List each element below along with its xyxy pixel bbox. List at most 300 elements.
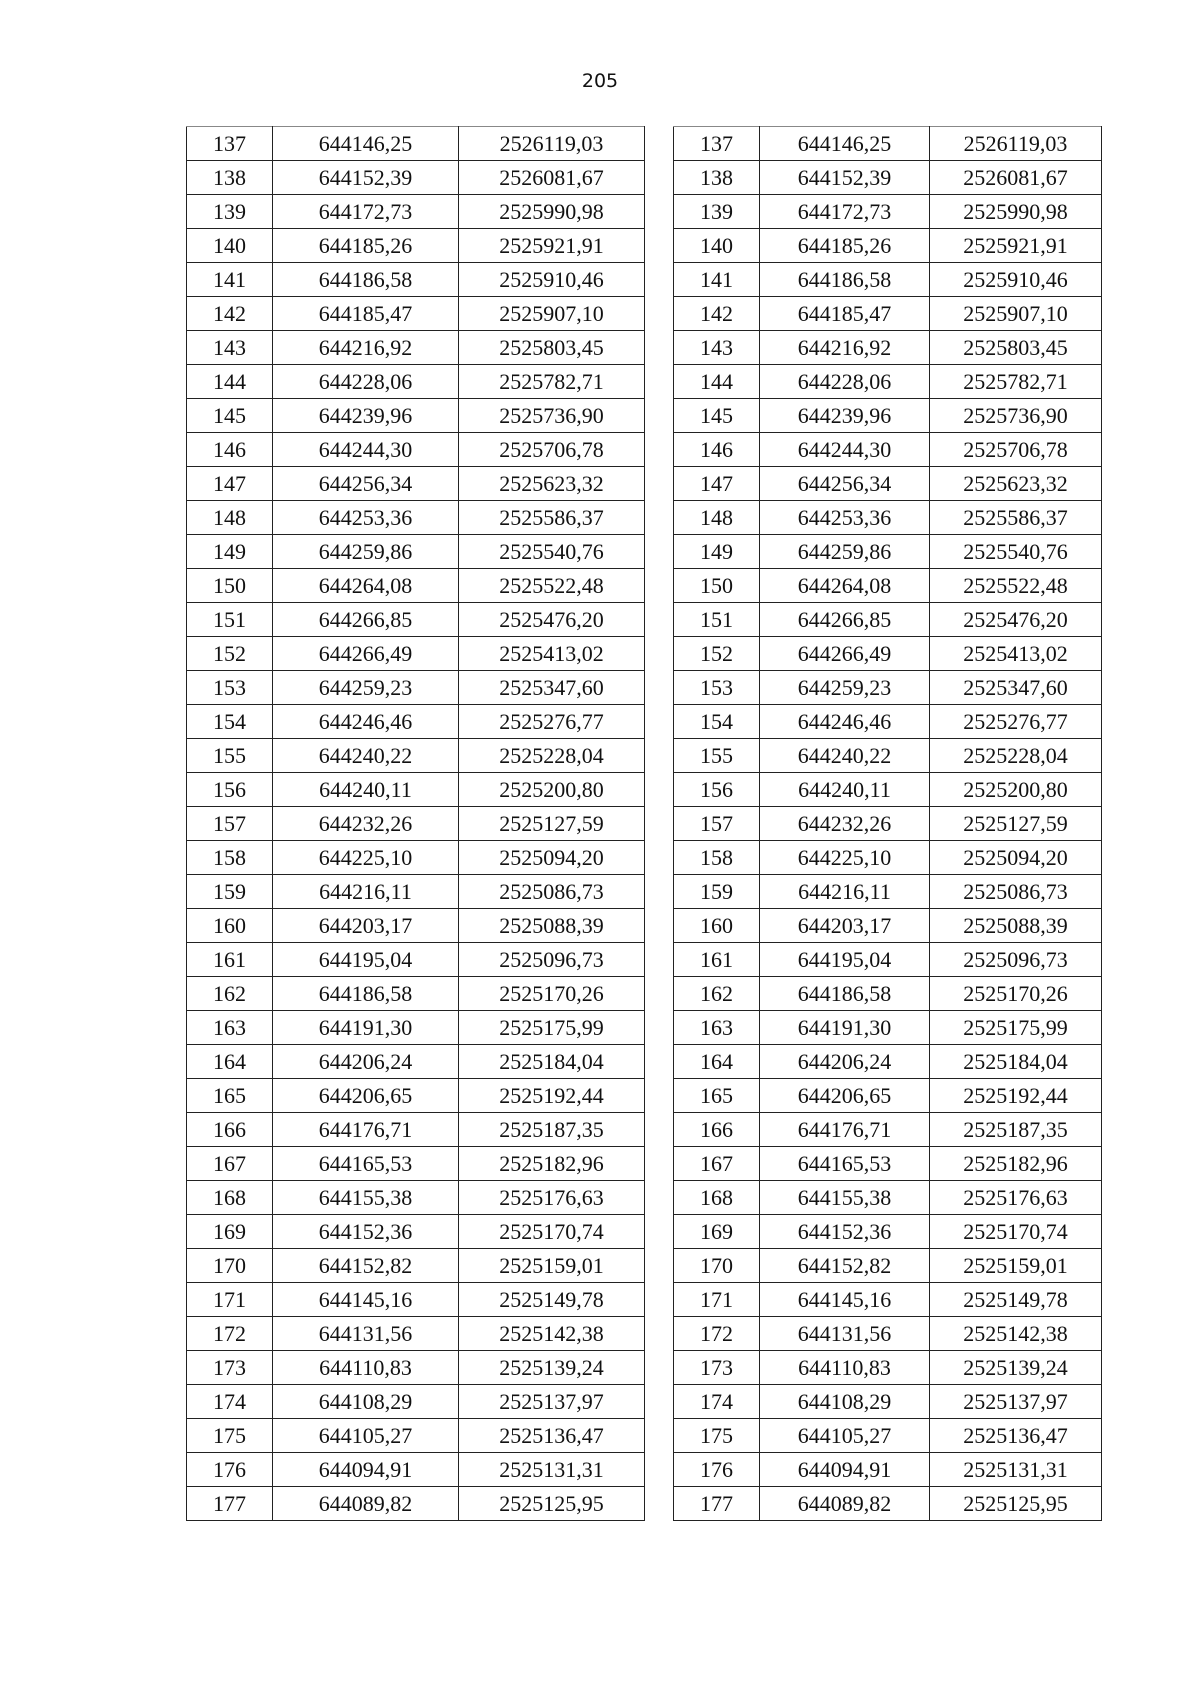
y-coordinate-cell: 2525200,80: [459, 773, 645, 807]
x-coordinate-cell: 644105,27: [273, 1419, 459, 1453]
x-coordinate-cell: 644185,47: [760, 297, 930, 331]
y-coordinate-cell: 2525142,38: [459, 1317, 645, 1351]
y-coordinate-cell: 2525623,32: [459, 467, 645, 501]
y-coordinate-cell: 2525139,24: [930, 1351, 1102, 1385]
y-coordinate-cell: 2526081,67: [930, 161, 1102, 195]
y-coordinate-cell: 2525907,10: [930, 297, 1102, 331]
point-number-cell: 153: [674, 671, 760, 705]
table-row: [187, 433, 645, 467]
point-number-cell: 144: [674, 365, 760, 399]
table-row: [187, 569, 645, 603]
table-row: [674, 1283, 1102, 1317]
y-coordinate-cell: 2525540,76: [930, 535, 1102, 569]
x-coordinate-cell: 644266,85: [273, 603, 459, 637]
coordinates-table-right: [673, 126, 1102, 1521]
point-number-cell: 166: [674, 1113, 760, 1147]
x-coordinate-cell: 644131,56: [760, 1317, 930, 1351]
point-number-cell: 169: [674, 1215, 760, 1249]
table-row: [187, 739, 645, 773]
point-number-cell: 142: [187, 297, 273, 331]
table-row: [674, 331, 1102, 365]
point-number-cell: 161: [187, 943, 273, 977]
table-row: [187, 1283, 645, 1317]
table-row: [187, 773, 645, 807]
table-row: [187, 1385, 645, 1419]
table-row: [187, 1215, 645, 1249]
point-number-cell: 174: [187, 1385, 273, 1419]
table-row: [674, 637, 1102, 671]
point-number-cell: 163: [674, 1011, 760, 1045]
table-row: [674, 1045, 1102, 1079]
point-number-cell: 150: [187, 569, 273, 603]
x-coordinate-cell: 644256,34: [273, 467, 459, 501]
x-coordinate-cell: 644155,38: [273, 1181, 459, 1215]
x-coordinate-cell: 644206,24: [273, 1045, 459, 1079]
point-number-cell: 171: [674, 1283, 760, 1317]
point-number-cell: 167: [187, 1147, 273, 1181]
y-coordinate-cell: 2525094,20: [930, 841, 1102, 875]
y-coordinate-cell: 2525803,45: [930, 331, 1102, 365]
point-number-cell: 140: [674, 229, 760, 263]
table-row: [674, 1249, 1102, 1283]
table-row: [187, 1113, 645, 1147]
y-coordinate-cell: 2525088,39: [459, 909, 645, 943]
point-number-cell: 170: [674, 1249, 760, 1283]
y-coordinate-cell: 2525276,77: [459, 705, 645, 739]
x-coordinate-cell: 644244,30: [273, 433, 459, 467]
point-number-cell: 164: [187, 1045, 273, 1079]
x-coordinate-cell: 644266,85: [760, 603, 930, 637]
table-row: [674, 1385, 1102, 1419]
y-coordinate-cell: 2525182,96: [930, 1147, 1102, 1181]
x-coordinate-cell: 644152,36: [273, 1215, 459, 1249]
point-number-cell: 163: [187, 1011, 273, 1045]
point-number-cell: 170: [187, 1249, 273, 1283]
point-number-cell: 142: [674, 297, 760, 331]
x-coordinate-cell: 644191,30: [273, 1011, 459, 1045]
y-coordinate-cell: 2525136,47: [930, 1419, 1102, 1453]
point-number-cell: 156: [674, 773, 760, 807]
y-coordinate-cell: 2525706,78: [459, 433, 645, 467]
x-coordinate-cell: 644246,46: [273, 705, 459, 739]
point-number-cell: 176: [187, 1453, 273, 1487]
table-row: [187, 229, 645, 263]
y-coordinate-cell: 2525088,39: [930, 909, 1102, 943]
point-number-cell: 156: [187, 773, 273, 807]
y-coordinate-cell: 2525413,02: [930, 637, 1102, 671]
y-coordinate-cell: 2525170,26: [930, 977, 1102, 1011]
table-row: [674, 161, 1102, 195]
y-coordinate-cell: 2525170,74: [930, 1215, 1102, 1249]
point-number-cell: 139: [674, 195, 760, 229]
table-row: [187, 1351, 645, 1385]
x-coordinate-cell: 644216,92: [760, 331, 930, 365]
x-coordinate-cell: 644110,83: [273, 1351, 459, 1385]
x-coordinate-cell: 644239,96: [760, 399, 930, 433]
x-coordinate-cell: 644176,71: [273, 1113, 459, 1147]
table-row: [674, 1181, 1102, 1215]
x-coordinate-cell: 644152,36: [760, 1215, 930, 1249]
table-row: [674, 977, 1102, 1011]
y-coordinate-cell: 2525706,78: [930, 433, 1102, 467]
x-coordinate-cell: 644266,49: [273, 637, 459, 671]
x-coordinate-cell: 644152,39: [273, 161, 459, 195]
y-coordinate-cell: 2525586,37: [930, 501, 1102, 535]
point-number-cell: 140: [187, 229, 273, 263]
x-coordinate-cell: 644108,29: [760, 1385, 930, 1419]
y-coordinate-cell: 2525192,44: [459, 1079, 645, 1113]
y-coordinate-cell: 2525522,48: [930, 569, 1102, 603]
table-row: [187, 705, 645, 739]
table-row: [674, 909, 1102, 943]
x-coordinate-cell: 644186,58: [760, 977, 930, 1011]
x-coordinate-cell: 644266,49: [760, 637, 930, 671]
point-number-cell: 169: [187, 1215, 273, 1249]
x-coordinate-cell: 644146,25: [760, 127, 930, 161]
point-number-cell: 148: [187, 501, 273, 535]
table-row: [187, 1079, 645, 1113]
table-row: [187, 977, 645, 1011]
point-number-cell: 157: [187, 807, 273, 841]
x-coordinate-cell: 644191,30: [760, 1011, 930, 1045]
table-row: [674, 1215, 1102, 1249]
table-row: [187, 331, 645, 365]
point-number-cell: 158: [674, 841, 760, 875]
point-number-cell: 160: [674, 909, 760, 943]
table-row: [674, 127, 1102, 161]
point-number-cell: 172: [674, 1317, 760, 1351]
y-coordinate-cell: 2525184,04: [459, 1045, 645, 1079]
table-row: [674, 569, 1102, 603]
x-coordinate-cell: 644186,58: [760, 263, 930, 297]
y-coordinate-cell: 2525131,31: [930, 1453, 1102, 1487]
table-row: [187, 127, 645, 161]
x-coordinate-cell: 644176,71: [760, 1113, 930, 1147]
x-coordinate-cell: 644206,65: [273, 1079, 459, 1113]
table-row: [674, 807, 1102, 841]
y-coordinate-cell: 2525736,90: [930, 399, 1102, 433]
point-number-cell: 148: [674, 501, 760, 535]
x-coordinate-cell: 644155,38: [760, 1181, 930, 1215]
x-coordinate-cell: 644185,47: [273, 297, 459, 331]
y-coordinate-cell: 2525131,31: [459, 1453, 645, 1487]
y-coordinate-cell: 2525803,45: [459, 331, 645, 365]
table-row: [187, 399, 645, 433]
y-coordinate-cell: 2525413,02: [459, 637, 645, 671]
table-row: [674, 671, 1102, 705]
y-coordinate-cell: 2525736,90: [459, 399, 645, 433]
y-coordinate-cell: 2525782,71: [459, 365, 645, 399]
table-row: [674, 433, 1102, 467]
x-coordinate-cell: 644253,36: [273, 501, 459, 535]
table-row: [674, 365, 1102, 399]
y-coordinate-cell: 2525347,60: [459, 671, 645, 705]
y-coordinate-cell: 2525176,63: [459, 1181, 645, 1215]
point-number-cell: 177: [187, 1487, 273, 1521]
point-number-cell: 164: [674, 1045, 760, 1079]
x-coordinate-cell: 644146,25: [273, 127, 459, 161]
y-coordinate-cell: 2525175,99: [930, 1011, 1102, 1045]
x-coordinate-cell: 644203,17: [273, 909, 459, 943]
x-coordinate-cell: 644225,10: [760, 841, 930, 875]
y-coordinate-cell: 2525200,80: [930, 773, 1102, 807]
table-row: [674, 1419, 1102, 1453]
y-coordinate-cell: 2525990,98: [459, 195, 645, 229]
table-row: [674, 467, 1102, 501]
point-number-cell: 168: [674, 1181, 760, 1215]
table-row: [674, 297, 1102, 331]
x-coordinate-cell: 644206,65: [760, 1079, 930, 1113]
x-coordinate-cell: 644225,10: [273, 841, 459, 875]
point-number-cell: 147: [187, 467, 273, 501]
y-coordinate-cell: 2525127,59: [459, 807, 645, 841]
x-coordinate-cell: 644259,23: [760, 671, 930, 705]
table-row: [674, 1079, 1102, 1113]
x-coordinate-cell: 644089,82: [273, 1487, 459, 1521]
y-coordinate-cell: 2525586,37: [459, 501, 645, 535]
coordinates-table-left: [186, 126, 645, 1521]
y-coordinate-cell: 2525184,04: [930, 1045, 1102, 1079]
table-row: [187, 297, 645, 331]
point-number-cell: 159: [187, 875, 273, 909]
table-row: [187, 535, 645, 569]
x-coordinate-cell: 644216,92: [273, 331, 459, 365]
x-coordinate-cell: 644232,26: [760, 807, 930, 841]
point-number-cell: 175: [674, 1419, 760, 1453]
table-body-right: [674, 127, 1102, 1521]
table-row: [187, 1453, 645, 1487]
point-number-cell: 161: [674, 943, 760, 977]
table-row: [187, 909, 645, 943]
y-coordinate-cell: 2525170,74: [459, 1215, 645, 1249]
table-row: [187, 1419, 645, 1453]
point-number-cell: 172: [187, 1317, 273, 1351]
y-coordinate-cell: 2525142,38: [930, 1317, 1102, 1351]
y-coordinate-cell: 2525149,78: [930, 1283, 1102, 1317]
x-coordinate-cell: 644246,46: [760, 705, 930, 739]
y-coordinate-cell: 2525228,04: [459, 739, 645, 773]
point-number-cell: 165: [674, 1079, 760, 1113]
point-number-cell: 171: [187, 1283, 273, 1317]
point-number-cell: 166: [187, 1113, 273, 1147]
x-coordinate-cell: 644152,39: [760, 161, 930, 195]
x-coordinate-cell: 644239,96: [273, 399, 459, 433]
y-coordinate-cell: 2525476,20: [459, 603, 645, 637]
y-coordinate-cell: 2526119,03: [459, 127, 645, 161]
point-number-cell: 149: [187, 535, 273, 569]
point-number-cell: 155: [187, 739, 273, 773]
point-number-cell: 173: [187, 1351, 273, 1385]
x-coordinate-cell: 644185,26: [273, 229, 459, 263]
table-row: [674, 739, 1102, 773]
x-coordinate-cell: 644145,16: [273, 1283, 459, 1317]
x-coordinate-cell: 644089,82: [760, 1487, 930, 1521]
table-row: [674, 841, 1102, 875]
x-coordinate-cell: 644240,22: [760, 739, 930, 773]
y-coordinate-cell: 2525522,48: [459, 569, 645, 603]
point-number-cell: 174: [674, 1385, 760, 1419]
x-coordinate-cell: 644259,23: [273, 671, 459, 705]
point-number-cell: 144: [187, 365, 273, 399]
x-coordinate-cell: 644216,11: [760, 875, 930, 909]
point-number-cell: 152: [674, 637, 760, 671]
x-coordinate-cell: 644186,58: [273, 263, 459, 297]
point-number-cell: 154: [674, 705, 760, 739]
x-coordinate-cell: 644195,04: [273, 943, 459, 977]
table-row: [187, 1147, 645, 1181]
table-row: [674, 1147, 1102, 1181]
y-coordinate-cell: 2525136,47: [459, 1419, 645, 1453]
point-number-cell: 141: [674, 263, 760, 297]
x-coordinate-cell: 644172,73: [760, 195, 930, 229]
point-number-cell: 168: [187, 1181, 273, 1215]
table-row: [674, 1351, 1102, 1385]
y-coordinate-cell: 2525347,60: [930, 671, 1102, 705]
table-body-left: [187, 127, 645, 1521]
x-coordinate-cell: 644240,11: [760, 773, 930, 807]
point-number-cell: 137: [187, 127, 273, 161]
y-coordinate-cell: 2525086,73: [459, 875, 645, 909]
x-coordinate-cell: 644244,30: [760, 433, 930, 467]
table-row: [187, 1181, 645, 1215]
table-row: [674, 535, 1102, 569]
point-number-cell: 143: [187, 331, 273, 365]
x-coordinate-cell: 644108,29: [273, 1385, 459, 1419]
x-coordinate-cell: 644195,04: [760, 943, 930, 977]
table-row: [674, 875, 1102, 909]
point-number-cell: 176: [674, 1453, 760, 1487]
point-number-cell: 139: [187, 195, 273, 229]
x-coordinate-cell: 644203,17: [760, 909, 930, 943]
point-number-cell: 159: [674, 875, 760, 909]
x-coordinate-cell: 644105,27: [760, 1419, 930, 1453]
y-coordinate-cell: 2525182,96: [459, 1147, 645, 1181]
table-row: [674, 1487, 1102, 1521]
y-coordinate-cell: 2525187,35: [459, 1113, 645, 1147]
y-coordinate-cell: 2525540,76: [459, 535, 645, 569]
x-coordinate-cell: 644240,11: [273, 773, 459, 807]
y-coordinate-cell: 2525139,24: [459, 1351, 645, 1385]
table-row: [674, 773, 1102, 807]
point-number-cell: 150: [674, 569, 760, 603]
point-number-cell: 151: [187, 603, 273, 637]
table-row: [187, 1045, 645, 1079]
point-number-cell: 162: [187, 977, 273, 1011]
x-coordinate-cell: 644172,73: [273, 195, 459, 229]
x-coordinate-cell: 644165,53: [273, 1147, 459, 1181]
x-coordinate-cell: 644216,11: [273, 875, 459, 909]
point-number-cell: 165: [187, 1079, 273, 1113]
point-number-cell: 160: [187, 909, 273, 943]
x-coordinate-cell: 644186,58: [273, 977, 459, 1011]
x-coordinate-cell: 644185,26: [760, 229, 930, 263]
y-coordinate-cell: 2525137,97: [459, 1385, 645, 1419]
point-number-cell: 152: [187, 637, 273, 671]
point-number-cell: 158: [187, 841, 273, 875]
table-row: [187, 365, 645, 399]
table-row: [187, 195, 645, 229]
x-coordinate-cell: 644264,08: [273, 569, 459, 603]
y-coordinate-cell: 2525125,95: [930, 1487, 1102, 1521]
point-number-cell: 154: [187, 705, 273, 739]
table-row: [674, 705, 1102, 739]
point-number-cell: 147: [674, 467, 760, 501]
y-coordinate-cell: 2525125,95: [459, 1487, 645, 1521]
point-number-cell: 175: [187, 1419, 273, 1453]
y-coordinate-cell: 2525623,32: [930, 467, 1102, 501]
point-number-cell: 143: [674, 331, 760, 365]
point-number-cell: 149: [674, 535, 760, 569]
point-number-cell: 138: [674, 161, 760, 195]
table-row: [674, 1011, 1102, 1045]
y-coordinate-cell: 2525159,01: [459, 1249, 645, 1283]
point-number-cell: 155: [674, 739, 760, 773]
table-row: [674, 1317, 1102, 1351]
point-number-cell: 137: [674, 127, 760, 161]
y-coordinate-cell: 2525176,63: [930, 1181, 1102, 1215]
table-row: [674, 603, 1102, 637]
page-number: 205: [581, 70, 619, 92]
x-coordinate-cell: 644094,91: [273, 1453, 459, 1487]
y-coordinate-cell: 2526081,67: [459, 161, 645, 195]
table-row: [674, 1453, 1102, 1487]
y-coordinate-cell: 2525192,44: [930, 1079, 1102, 1113]
y-coordinate-cell: 2525782,71: [930, 365, 1102, 399]
y-coordinate-cell: 2525187,35: [930, 1113, 1102, 1147]
table-row: [674, 943, 1102, 977]
y-coordinate-cell: 2525921,91: [459, 229, 645, 263]
y-coordinate-cell: 2525910,46: [930, 263, 1102, 297]
y-coordinate-cell: 2525907,10: [459, 297, 645, 331]
point-number-cell: 162: [674, 977, 760, 1011]
y-coordinate-cell: 2525096,73: [459, 943, 645, 977]
x-coordinate-cell: 644240,22: [273, 739, 459, 773]
x-coordinate-cell: 644259,86: [760, 535, 930, 569]
x-coordinate-cell: 644259,86: [273, 535, 459, 569]
x-coordinate-cell: 644232,26: [273, 807, 459, 841]
table-row: [187, 467, 645, 501]
table-row: [187, 875, 645, 909]
table-row: [187, 943, 645, 977]
x-coordinate-cell: 644145,16: [760, 1283, 930, 1317]
table-row: [674, 501, 1102, 535]
y-coordinate-cell: 2525137,97: [930, 1385, 1102, 1419]
point-number-cell: 146: [187, 433, 273, 467]
table-row: [187, 1317, 645, 1351]
y-coordinate-cell: 2525094,20: [459, 841, 645, 875]
x-coordinate-cell: 644152,82: [273, 1249, 459, 1283]
table-row: [187, 841, 645, 875]
y-coordinate-cell: 2525086,73: [930, 875, 1102, 909]
y-coordinate-cell: 2525127,59: [930, 807, 1102, 841]
table-row: [674, 229, 1102, 263]
table-row: [187, 501, 645, 535]
point-number-cell: 146: [674, 433, 760, 467]
y-coordinate-cell: 2525921,91: [930, 229, 1102, 263]
y-coordinate-cell: 2525175,99: [459, 1011, 645, 1045]
point-number-cell: 145: [187, 399, 273, 433]
table-row: [187, 1011, 645, 1045]
y-coordinate-cell: 2525170,26: [459, 977, 645, 1011]
y-coordinate-cell: 2525990,98: [930, 195, 1102, 229]
point-number-cell: 145: [674, 399, 760, 433]
table-row: [187, 637, 645, 671]
x-coordinate-cell: 644264,08: [760, 569, 930, 603]
x-coordinate-cell: 644228,06: [273, 365, 459, 399]
table-row: [187, 603, 645, 637]
x-coordinate-cell: 644206,24: [760, 1045, 930, 1079]
point-number-cell: 141: [187, 263, 273, 297]
